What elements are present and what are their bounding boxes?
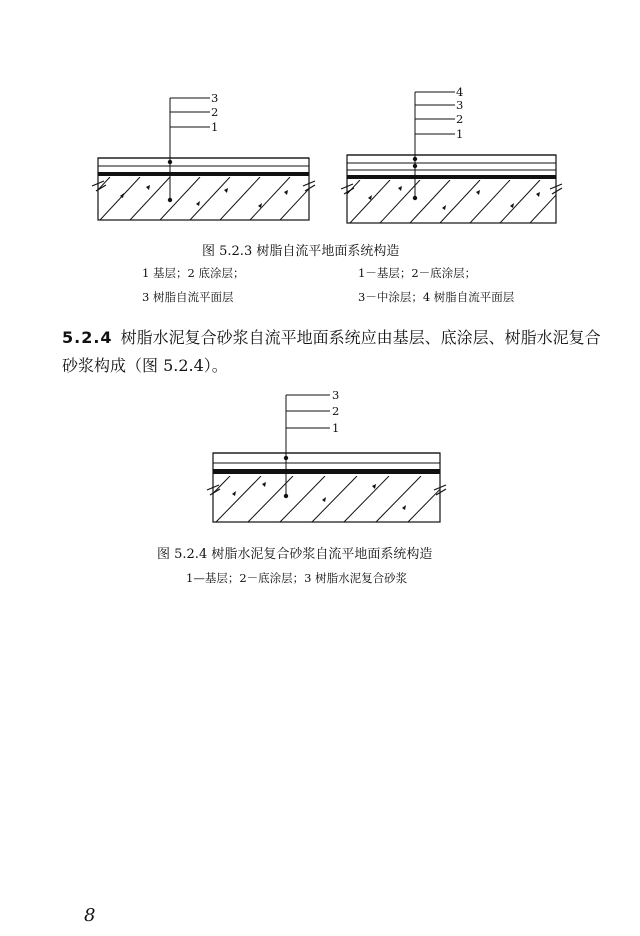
figure-523-caption: 图 5.2.3 树脂自流平地面系统构造 [202,244,400,259]
callout-3: 3 [211,91,219,105]
callout-3: 3 [456,98,464,112]
figure-524-legend: 1—基层；2－底涂层；3 树脂水泥复合砂浆 [186,571,408,585]
page-number: 8 [84,905,96,926]
callout-1: 1 [456,127,464,141]
callout-2: 2 [211,105,219,119]
aggregate-marks [232,482,406,510]
section-text: 树脂水泥复合砂浆自流平地面系统应由基层、底涂层、树脂水泥复合砂浆构成（图 5.2.4）。 [62,328,601,375]
callout-2: 2 [456,112,464,126]
callout-2: 2 [332,404,340,418]
figure-523-left-legend-line2: 3 树脂自流平面层 [142,290,234,304]
substrate-hatch [185,476,453,522]
figure-523-right-legend-line1: 1－基层；2－底涂层； [358,266,477,280]
callout-1: 1 [211,120,219,134]
section-number: 5.2.4 [62,328,113,347]
callout-4: 4 [456,85,464,99]
callout-1: 1 [332,421,340,435]
figure-523-left-legend-line1: 1 基层；2 底涂层； [142,266,245,280]
callout-3: 3 [332,388,340,402]
primer-layer [213,469,440,474]
figure-524-caption: 图 5.2.4 树脂水泥复合砂浆自流平地面系统构造 [157,547,433,562]
figure-523-right-legend-line2: 3－中涂层；4 树脂自流平面层 [358,290,515,304]
